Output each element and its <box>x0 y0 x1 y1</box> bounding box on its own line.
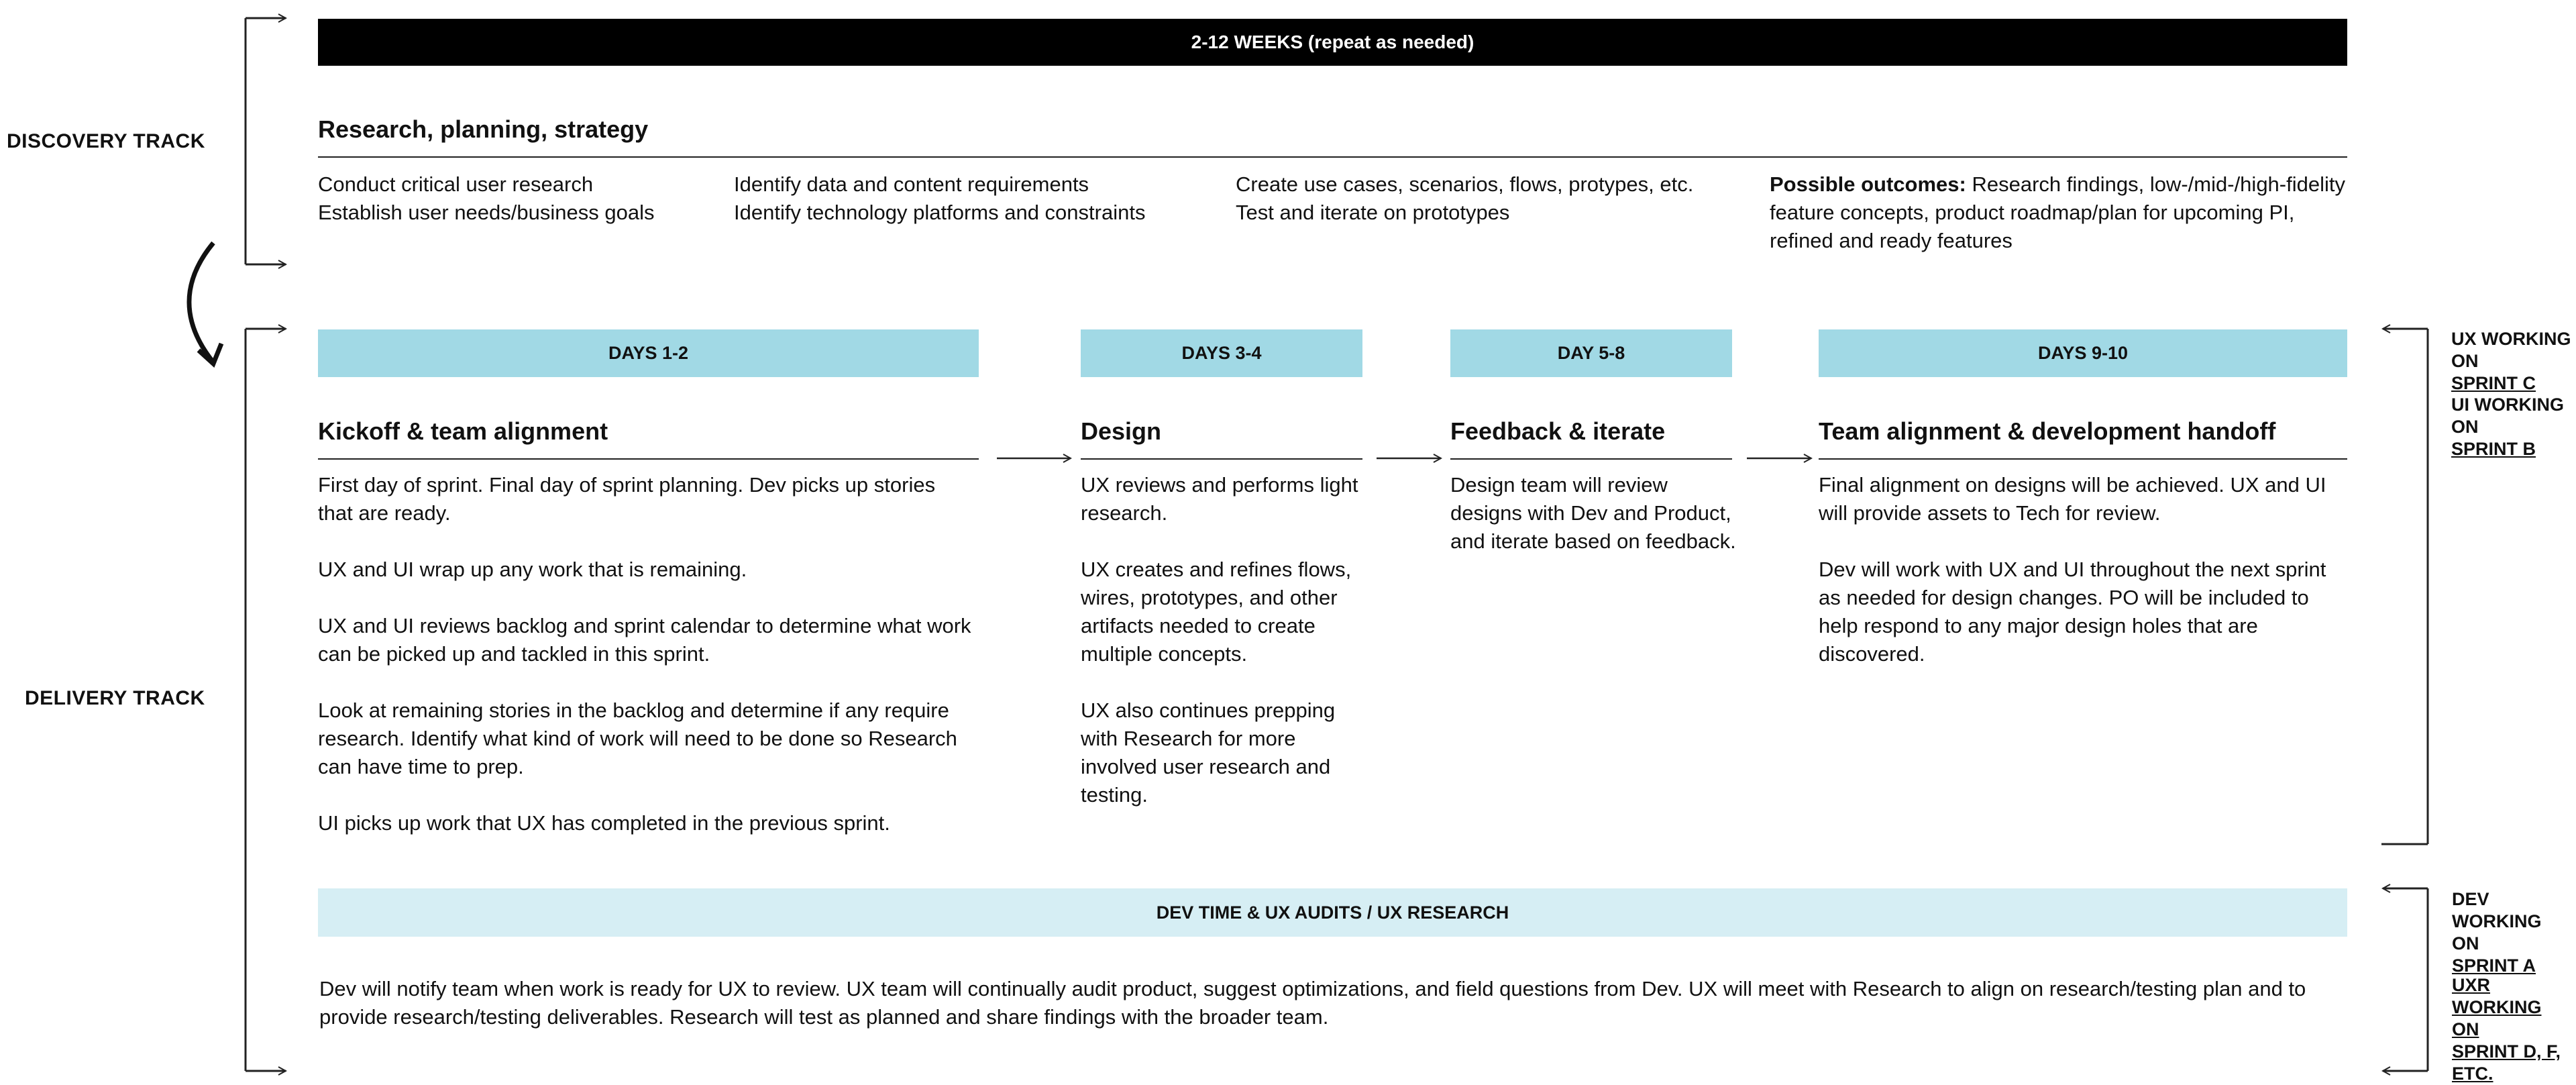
phase-1-description <box>318 471 972 866</box>
phase-paragraph: Look at remaining stories in the backlog and determine if any require research. Identify what kind of work will need to be done so Research can have time to prep. <box>318 699 957 778</box>
ui-working-prefix: UI WORKING ON <box>2451 395 2564 437</box>
uxr-line: SPRINT D, F, <box>2452 1041 2561 1062</box>
phase-title: Team alignment & development handoff <box>1819 417 2276 445</box>
phase-divider <box>1450 458 1732 460</box>
dev-time-description: Dev will notify team when work is ready for UX to review. UX team will continually audit product, suggest optimizations, and field questions from Dev. UX will meet with Research to align on research/testing plan and to provide research/testing deliverables. Research will test as planned and share findings with the broader team. <box>319 977 2306 1029</box>
phase-paragraph: UI picks up work that UX has completed in the previous sprint. <box>318 811 890 835</box>
dev-time-bar: DEV TIME & UX AUDITS / UX RESEARCH <box>318 888 2347 937</box>
phase-title: Feedback & iterate <box>1450 417 1666 445</box>
delivery-track-label: DELIVERY TRACK <box>25 687 205 709</box>
duration-bar: 2-12 WEEKS (repeat as needed) <box>318 19 2347 66</box>
uxr-working-label <box>2452 974 2573 1085</box>
dev-working-prefix: DEV WORKING ON <box>2452 889 2542 953</box>
phase-3-description <box>1450 471 1739 584</box>
phase-title: Kickoff & team alignment <box>318 417 608 445</box>
phase-paragraph: UX and UI reviews backlog and sprint calendar to determine what work can be picked up and tackled in this sprint. <box>318 614 971 666</box>
discovery-item: Test and iterate on prototypes <box>1236 201 1510 224</box>
phase-title: Design <box>1081 417 1162 445</box>
phase-paragraph: UX reviews and performs light research. <box>1081 473 1358 525</box>
discovery-title: Research, planning, strategy <box>318 115 649 143</box>
phase-paragraph: Dev will work with UX and UI throughout the next sprint as needed for design changes. PO will be included to help respond to any major design holes that are discovered. <box>1819 558 2326 666</box>
phase-paragraph: Final alignment on designs will be achieved. UX and UI will provide assets to Tech for review. <box>1819 473 2326 525</box>
days-9-10-bar: DAYS 9-10 <box>1819 329 2347 377</box>
discovery-item: Conduct critical user research <box>318 172 594 196</box>
ux-working-label <box>2451 328 2576 395</box>
discovery-item: Establish user needs/business goals <box>318 201 655 224</box>
ui-sprint-link: SPRINT B <box>2451 439 2536 459</box>
sprint-bracket-lower <box>2383 888 2428 1071</box>
phase-paragraph: Design team will review designs with Dev and Product, and iterate based on feedback. <box>1450 473 1736 553</box>
ux-working-prefix: UX WORKING ON <box>2451 329 2571 371</box>
curved-arrow-icon <box>189 243 213 362</box>
dev-working-label <box>2452 888 2573 977</box>
discovery-track-label: DISCOVERY TRACK <box>7 130 205 152</box>
delivery-bracket <box>246 329 286 1071</box>
discovery-column-2 <box>734 170 1217 227</box>
ui-working-label <box>2451 394 2576 460</box>
discovery-item: Create use cases, scenarios, flows, protypes, etc. <box>1236 172 1694 196</box>
days-1-2-bar: DAYS 1-2 <box>318 329 979 377</box>
sprint-bracket-upper <box>2381 329 2428 844</box>
uxr-line: UXR <box>2452 975 2491 995</box>
phase-4-description <box>1819 471 2352 696</box>
phase-paragraph: UX creates and refines flows, wires, prototypes, and other artifacts needed to create multiple concepts. <box>1081 558 1352 666</box>
discovery-column-1 <box>318 170 720 227</box>
discovery-outcomes <box>1770 170 2347 255</box>
outcomes-label: Possible outcomes: <box>1770 172 1966 196</box>
phase-paragraph: UX and UI wrap up any work that is remaining. <box>318 558 747 581</box>
phase-paragraph: UX also continues prepping with Research for more involved user research and testing. <box>1081 699 1336 807</box>
discovery-bracket <box>246 18 286 264</box>
outcomes-text: Research findings, low-/mid-/high-fidelity feature concepts, product roadmap/plan for upcoming PI, refined and ready features <box>1770 172 2345 252</box>
discovery-column-3 <box>1236 170 1759 227</box>
phase-divider <box>1081 458 1362 460</box>
phase-divider <box>318 458 979 460</box>
day-5-8-bar: DAY 5-8 <box>1450 329 1732 377</box>
days-3-4-bar: DAYS 3-4 <box>1081 329 1362 377</box>
uxr-line: ETC. <box>2452 1064 2493 1084</box>
discovery-divider <box>318 156 2347 158</box>
phase-2-description <box>1081 471 1369 837</box>
discovery-item: Identify technology platforms and constraints <box>734 201 1146 224</box>
phase-divider <box>1819 458 2347 460</box>
ux-sprint-link: SPRINT C <box>2451 373 2536 393</box>
phase-paragraph: First day of sprint. Final day of sprint planning. Dev picks up stories that are ready. <box>318 473 936 525</box>
discovery-item: Identify data and content requirements <box>734 172 1089 196</box>
dev-sprint-link: SPRINT A <box>2452 955 2536 976</box>
uxr-line: WORKING ON <box>2452 997 2542 1039</box>
